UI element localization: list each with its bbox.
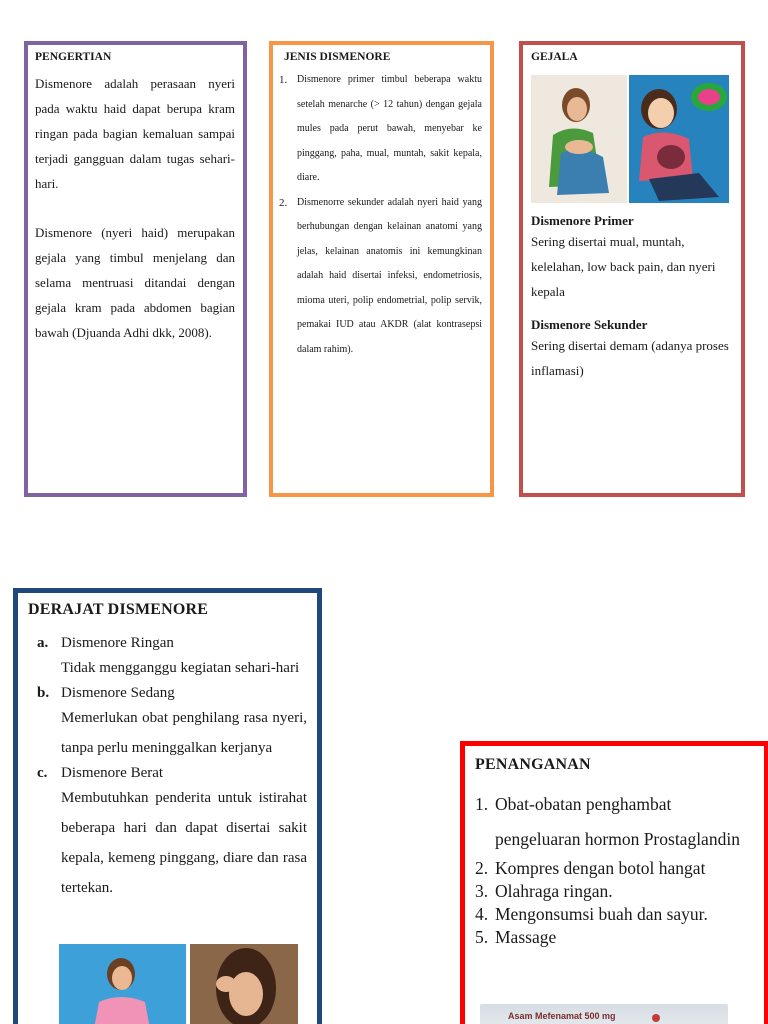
derajat-item-heading: Dismenore Berat [61,765,164,781]
penanganan-item [475,787,756,857]
derajat-panel [13,588,322,1024]
penanganan-item-text: Mengonsumsi buah dan sayur. [495,904,708,924]
jenis-item-primer [279,68,482,191]
pengertian-title: PENGERTIAN [35,51,112,63]
list-number: 2. [279,196,288,209]
penanganan-item-text: Massage [495,927,557,947]
derajat-images [59,944,298,1024]
list-number: 1. [279,74,288,86]
penanganan-panel [460,741,768,1024]
list-label: a. [37,635,49,651]
penanganan-item [475,903,756,926]
pengertian-panel [24,41,247,497]
penanganan-item-text: Obat-obatan penghambat pengeluaran hormon Prostaglandin [495,794,740,849]
penanganan-title: PENANGANAN [475,756,591,773]
list-label: c. [37,765,48,781]
penanganan-item [475,857,756,880]
penanganan-item [475,880,756,903]
penanganan-item [475,926,756,949]
list-number: 2. [475,858,489,878]
woman-stretching-photo [59,944,186,1024]
list-label: b. [37,685,50,701]
jenis-title: JENIS DISMENORE [284,51,391,63]
woman-headache-photo [190,944,298,1024]
logo-dot-icon [652,1014,660,1022]
derajat-item-body: Memerlukan obat penghilang rasa nyeri, tanpa perlu meninggalkan kerjanya [61,710,307,756]
derajat-list [28,633,307,903]
gejala-images [531,75,731,203]
jenis-item-sekunder [279,191,482,363]
medicine-box-photo [480,1004,728,1024]
derajat-item-sedang [28,683,307,763]
penanganan-item-text: Olahraga ringan. [495,881,613,901]
penanganan-item-text: Kompres dengan botol hangat [495,858,706,878]
penanganan-list [475,787,756,949]
pengertian-paragraph-2: Dismenore (nyeri haid) merupakan gejala yang timbul menjelang dan selama mentruasi ditandai dengan gejala kram pada abdomen bagian bawah (Djuanda Adhi dkk, 2008). [35,225,235,340]
derajat-item-berat [28,763,307,903]
list-number: 3. [475,881,489,901]
woman-in-pain-photo [531,75,627,203]
derajat-item-heading: Dismenore Ringan [61,635,174,651]
medicine-label: Asam Mefenamat 500 mg [508,1011,616,1021]
gejala-panel [519,41,745,497]
list-number: 1. [475,794,489,814]
gejala-primer-title: Dismenore Primer [531,213,634,228]
gejala-title: GEJALA [531,51,578,63]
jenis-item-text: Dismenorre sekunder adalah nyeri haid yang berhubungan dengan kelainan anatomi yang jelas, kelainan anatomis ini kemungkinan adalah haid disertai infeksi, endometriosis, mioma uteri, polip endometrial, polip servik, pemakai IUD atau AKDR (alat kontrasepsi dalam rahim). [297,196,482,355]
derajat-item-ringan [28,633,307,683]
pengertian-paragraph-1: Dismenore adalah perasaan nyeri pada waktu haid dapat berupa kram ringan pada bagian kemaluan sampai terjadi gangguan dalam tugas sehari-hari. [35,76,235,191]
derajat-item-heading: Dismenore Sedang [61,685,175,701]
derajat-title: DERAJAT DISMENORE [28,601,209,618]
gejala-sekunder-text: Sering disertai demam (adanya proses inflamasi) [531,338,729,378]
jenis-item-text: Dismenore primer timbul beberapa waktu setelah menarche (> 12 tahun) dengan gejala mules pada perut bawah, menyebar ke pinggang, paha, mual, muntah, sakit kepala, diare. [297,74,482,183]
derajat-item-body: Membutuhkan penderita untuk istirahat beberapa hari dan dapat disertai sakit kepala, kemeng pinggang, diare dan rasa tertekan. [61,790,307,896]
list-number: 4. [475,904,489,924]
gejala-primer-text: Sering disertai mual, muntah, kelelahan, low back pain, dan nyeri kepala [531,234,716,299]
gejala-sekunder-title: Dismenore Sekunder [531,317,648,332]
cramp-illustration [629,75,729,203]
jenis-list [279,68,482,362]
list-number: 5. [475,927,489,947]
jenis-panel [269,41,494,497]
derajat-item-body: Tidak mengganggu kegiatan sehari-hari [61,660,300,676]
